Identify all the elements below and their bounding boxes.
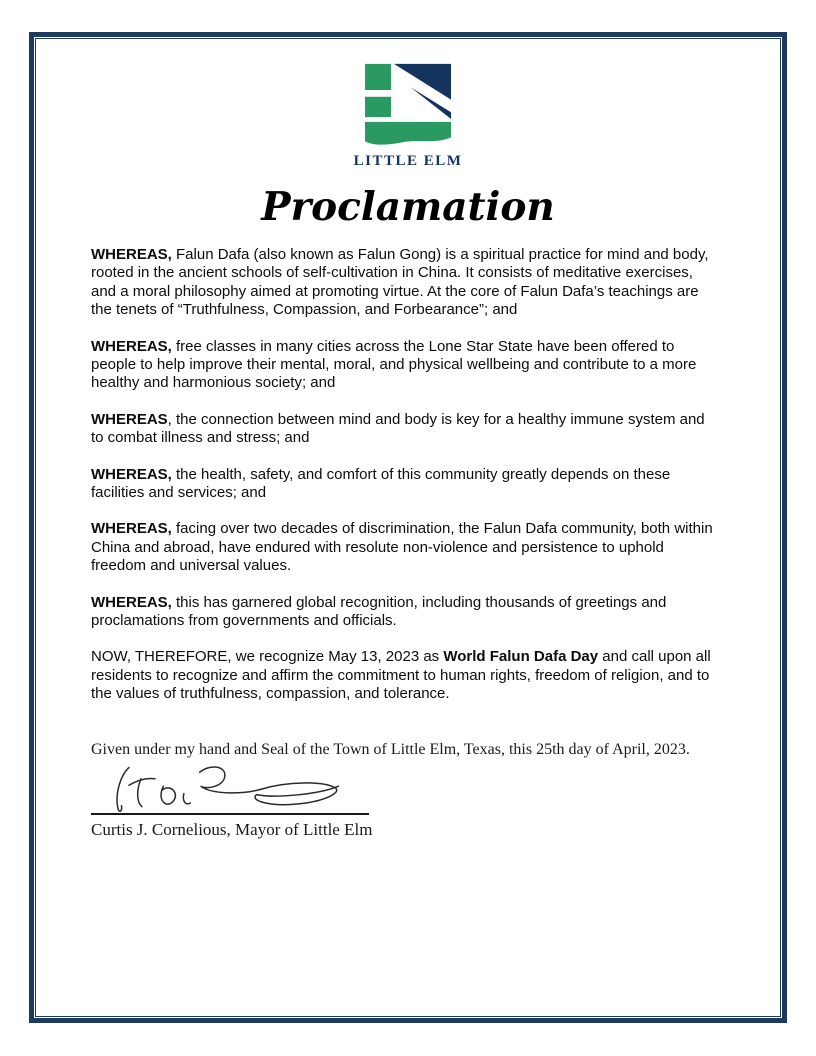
closing-line: Given under my hand and Seal of the Town of Little Elm, Texas, this 25th day of April, 2023. [91, 740, 690, 758]
paragraph-bold-text: WHEREAS, [91, 465, 172, 483]
proclamation-paragraph [91, 520, 721, 575]
document-title: Proclamation [261, 184, 555, 230]
paragraph-bold-text: World Falun Dafa Day [443, 648, 599, 666]
paragraph-text: the health, safety, and comfort of this community greatly depends on these facilities and services; and [91, 465, 671, 501]
paragraph-bold-text: WHEREAS, [91, 593, 172, 611]
signature-line [91, 813, 369, 815]
paragraph-bold-text: WHEREAS, [91, 337, 172, 355]
proclamation-paragraph [91, 338, 721, 393]
paragraph-bold-text: WHEREAS, [91, 245, 172, 263]
town-logo [36, 39, 780, 170]
proclamation-paragraphs [91, 246, 721, 704]
signature-block [91, 762, 371, 840]
paragraph-text: , the connection between mind and body is key for a healthy immune system and to combat illness and stress; and [91, 410, 705, 447]
paragraph-text: this has garnered global recognition, including thousands of greetings and proclamations from governments and officials. [91, 593, 667, 629]
proclamation-paragraph [91, 411, 721, 448]
little-elm-logo-icon [362, 61, 454, 148]
page-border-frame [29, 32, 787, 1023]
paragraph-text: free classes in many cities across the Lone Star State have been offered to people to help improve their mental, moral, and physical wellbeing and contribute to a more healthy and harmonious society; and [91, 337, 697, 392]
proclamation-paragraph [91, 648, 721, 703]
paragraph-bold-text: WHEREAS [91, 410, 168, 428]
paragraph-text: and call upon all residents to recognize and affirm the commitment to human rights, freedom of religion, and to the values of truthfulness, compassion, and tolerance. [91, 648, 711, 703]
proclamation-paragraph [91, 246, 721, 320]
mayor-signature-scribble [101, 762, 371, 816]
proclamation-paragraph [91, 594, 721, 631]
page-border-inner-line [35, 38, 781, 1017]
logo-wordmark: LITTLE ELM [353, 153, 463, 169]
paragraph-text: facing over two decades of discrimination, the Falun Dafa community, both within China and abroad, have endured with resolute non-violence and persistence to uphold freedom and universal values. [91, 520, 713, 575]
paragraph-bold-text: WHEREAS, [91, 520, 172, 538]
signatory-name: Curtis J. Cornelious, Mayor of Little Elm [91, 819, 373, 839]
paragraph-text: NOW, THEREFORE, we recognize May 13, 2023 as [91, 648, 444, 666]
page-content [36, 39, 780, 1016]
paragraph-text: Falun Dafa (also known as Falun Gong) is a spiritual practice for mind and body, rooted in the ancient schools of self-cultivation in China. It consists of meditative exercises, and a moral philosophy aimed at promoting virtue. At the core of Falun Dafa’s teachings are the tenets of “Truthfulness, Compassion, and Forbearance”; and [91, 245, 709, 319]
proclamation-paragraph [91, 466, 721, 503]
